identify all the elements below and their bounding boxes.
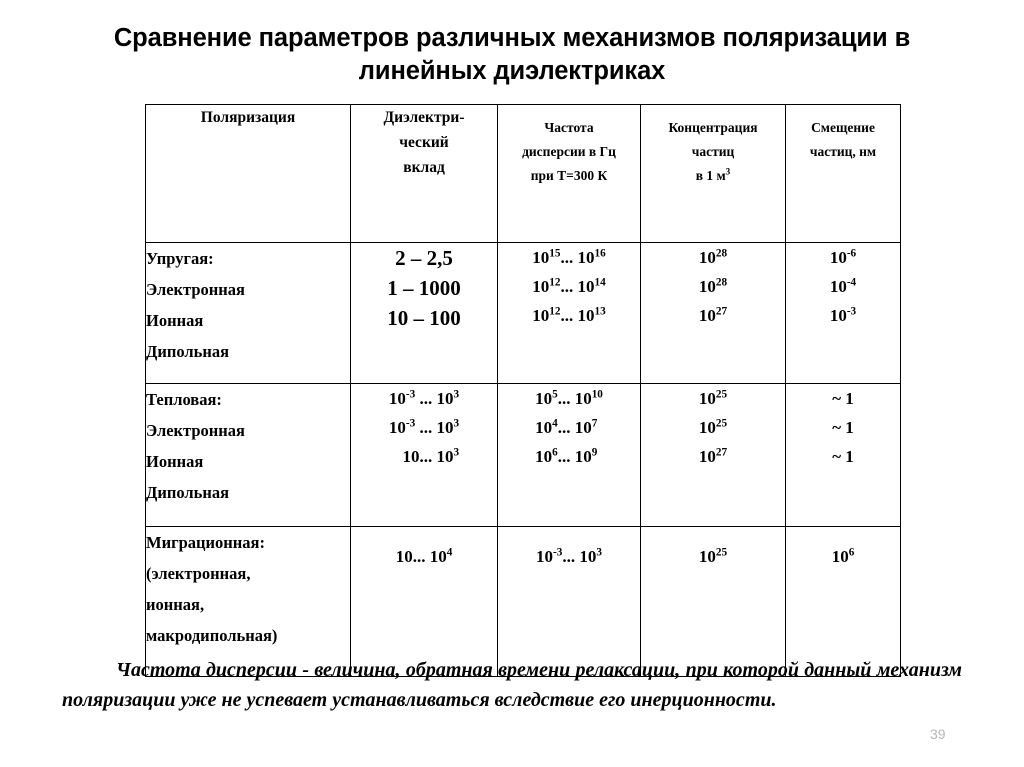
cell-migration-particle-concentration bbox=[641, 527, 786, 677]
table-row bbox=[146, 384, 901, 527]
cell-elastic-dielectric-contribution bbox=[351, 243, 498, 384]
row-label-line4: Дипольная bbox=[146, 342, 230, 361]
row-label-line2: (электронная, bbox=[146, 564, 251, 583]
column-header-particle-concentration-line3-text: в 1 м bbox=[695, 168, 726, 183]
cell-thermal-dispersion-frequency bbox=[498, 384, 641, 527]
column-header-dispersion-frequency-line1: Частота bbox=[544, 120, 594, 135]
row-label-line1: Миграционная: bbox=[146, 533, 265, 552]
row-label-line2: Электронная bbox=[146, 421, 245, 440]
column-header-particle-displacement-line1: Смещение bbox=[811, 120, 875, 135]
value-line: $10^{25}$ bbox=[698, 546, 728, 566]
cell-elastic-particle-displacement bbox=[786, 243, 901, 384]
value-line: $10^{12}$... $10^{14}$ bbox=[532, 276, 606, 296]
table-row bbox=[146, 527, 901, 677]
row-label-migration bbox=[146, 527, 351, 677]
column-header-dispersion-frequency-line2: дисперсии в Гц bbox=[522, 144, 616, 159]
column-header-particle-concentration-line3-exponent: 3 bbox=[725, 166, 731, 177]
column-header-particle-concentration bbox=[641, 105, 786, 243]
slide-caption: Частота дисперсии - величина, обратная времени релаксации, при которой данный механизм поляризации уже не успевает устанавливаться вследствие его инерционности. bbox=[62, 659, 962, 711]
column-header-dielectric-contribution bbox=[351, 105, 498, 243]
value-line: $10^6$... $10^9$ bbox=[535, 446, 598, 466]
column-header-particle-concentration-line1: Концентрация bbox=[668, 120, 758, 135]
column-header-dielectric-contribution-line1: Диэлектри- bbox=[383, 109, 465, 126]
value-line: 10 – 100 bbox=[387, 306, 461, 330]
table-row bbox=[146, 243, 901, 384]
row-label-line2: Электронная bbox=[146, 280, 245, 299]
column-header-particle-concentration-line3 bbox=[641, 164, 785, 188]
page-title: Сравнение параметров различных механизмов поляризации в линейных диэлектриках bbox=[113, 24, 911, 85]
cell-thermal-particle-concentration bbox=[641, 384, 786, 527]
cell-thermal-dielectric-contribution bbox=[351, 384, 498, 527]
row-label-thermal bbox=[146, 384, 351, 527]
row-label-elastic bbox=[146, 243, 351, 384]
value-line: 2 – 2,5 bbox=[395, 246, 453, 270]
column-header-dispersion-frequency bbox=[498, 105, 641, 243]
column-header-dielectric-contribution-line3: вклад bbox=[403, 159, 445, 176]
value-line: 10... $10^3$ bbox=[402, 446, 460, 466]
column-header-particle-displacement bbox=[786, 105, 901, 243]
cell-migration-particle-displacement bbox=[786, 527, 901, 677]
value-line: $10^{-3}$... $10^3$ bbox=[536, 546, 602, 566]
value-line: $10^{-3}$ bbox=[829, 305, 857, 325]
column-header-polarization bbox=[146, 105, 351, 243]
cell-elastic-dispersion-frequency bbox=[498, 243, 641, 384]
value-line: $10^5$... $10^{10}$ bbox=[535, 388, 603, 408]
value-line: ~ 1 bbox=[832, 418, 854, 437]
cell-migration-dispersion-frequency bbox=[498, 527, 641, 677]
row-label-line3: Ионная bbox=[146, 452, 204, 471]
polarization-parameters-table bbox=[145, 104, 901, 677]
value-line: $10^{-6}$ bbox=[829, 247, 857, 267]
column-header-polarization-line1: Поляризация bbox=[200, 109, 296, 126]
value-line: $10^{25}$ bbox=[698, 417, 728, 437]
row-label-line1: Упругая: bbox=[146, 249, 214, 268]
value-line: $10^4$... $10^7$ bbox=[535, 417, 598, 437]
row-label-line3: Ионная bbox=[146, 311, 204, 330]
table-header-row bbox=[146, 105, 901, 243]
cell-elastic-particle-concentration bbox=[641, 243, 786, 384]
value-line: $10^{-3}$ ... $10^3$ bbox=[388, 417, 460, 437]
cell-migration-dielectric-contribution bbox=[351, 527, 498, 677]
column-header-dielectric-contribution-line2: ческий bbox=[399, 134, 449, 151]
page-number: 39 bbox=[930, 726, 946, 742]
cell-thermal-particle-displacement bbox=[786, 384, 901, 527]
row-label-line1: Тепловая: bbox=[146, 390, 222, 409]
value-line: $10^{-4}$ bbox=[829, 276, 857, 296]
value-line: $10^{28}$ bbox=[698, 247, 728, 267]
column-header-dispersion-frequency-line3: при Т=300 К bbox=[530, 168, 608, 183]
value-line: 1 – 1000 bbox=[387, 276, 461, 300]
value-line: ~ 1 bbox=[832, 447, 854, 466]
row-label-line4: макродипольная) bbox=[146, 626, 278, 645]
column-header-particle-concentration-line2: частиц bbox=[691, 144, 735, 159]
value-line: 10... $10^4$ bbox=[395, 546, 453, 566]
value-line: $10^{27}$ bbox=[698, 446, 728, 466]
column-header-particle-displacement-line2: частиц, нм bbox=[809, 144, 877, 159]
row-label-line3: ионная, bbox=[146, 595, 205, 614]
value-line: $10^{15}$... $10^{16}$ bbox=[532, 247, 606, 267]
value-line: $10^6$ bbox=[831, 546, 855, 566]
value-line: $10^{-3}$ ... $10^3$ bbox=[388, 388, 460, 408]
value-line: $10^{25}$ bbox=[698, 388, 728, 408]
value-line: $10^{27}$ bbox=[698, 305, 728, 325]
value-line: $10^{28}$ bbox=[698, 276, 728, 296]
value-line: $10^{12}$... $10^{13}$ bbox=[532, 305, 606, 325]
row-label-line4: Дипольная bbox=[146, 483, 230, 502]
value-line: ~ 1 bbox=[832, 389, 854, 408]
